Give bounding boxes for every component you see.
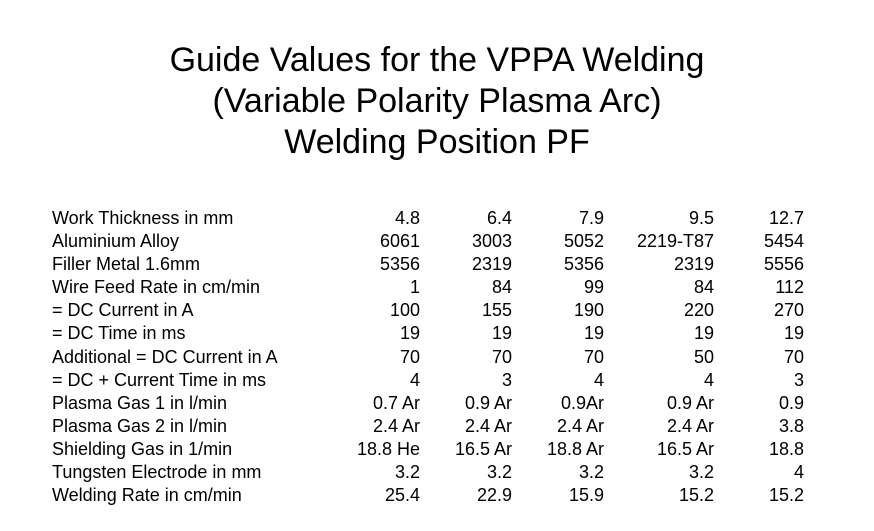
table-cell: 70 [783,346,804,367]
title-line-2: (Variable Polarity Plasma Arc) [212,82,662,120]
table-cell: 4.8 [394,208,420,228]
table-cell: 16.5 Ar [656,438,714,459]
table-row [52,322,812,345]
table-cell: 5052 [563,231,604,252]
title-line-1: Guide Values for the VPPA Welding [169,41,705,79]
table-cell: 0.9 [778,392,804,413]
table-cell: 22.9 [476,485,512,506]
table-cell: 18.8 Ar [546,438,604,459]
table-cell: 70 [583,346,604,367]
page-title [0,40,874,163]
table-cell: 112 [775,277,804,298]
table-cell: 100 [389,300,420,321]
table-cell: 2219-T87 [636,231,714,252]
table-cell: 3.2 [578,462,604,483]
table-row [52,276,812,299]
table-row [52,253,812,276]
table-cell: 5356 [563,254,604,275]
row-label: = DC Time in ms [52,323,186,344]
table-cell: 3.8 [778,415,804,436]
table-row [52,392,812,415]
table-row [52,461,812,484]
table-cell: 70 [491,346,512,367]
table-cell: 0.9Ar [560,392,604,413]
row-label: = DC Current in A [52,300,194,321]
row-label: Shielding Gas in 1/min [52,438,233,459]
table-row [52,346,812,369]
table-row [52,207,812,230]
row-label: Plasma Gas 2 in l/min [52,415,228,436]
table-row [52,299,812,322]
row-label: Tungsten Electrode in mm [52,462,262,483]
table-cell: 84 [491,277,512,298]
table-row [52,415,812,438]
table-cell: 16.5 Ar [454,438,512,459]
table-cell: 190 [573,300,604,321]
table-cell: 4 [703,369,714,390]
table-cell: 19 [491,323,512,344]
table-row [52,438,812,461]
table-cell: 2.4 Ar [464,415,512,436]
table-cell: 15.2 [768,485,804,506]
table-cell: 15.9 [568,485,604,506]
table-cell: 9.5 [688,208,714,228]
table-cell: 2.4 Ar [372,415,420,436]
table-cell: 19 [693,323,714,344]
table-cell: 19 [583,323,604,344]
table-cell: 19 [783,323,804,344]
table-cell: 3 [501,369,512,390]
row-label: Aluminium Alloy [52,231,180,252]
table-cell: 2.4 Ar [666,415,714,436]
table-cell: 2319 [471,254,512,275]
row-label: Plasma Gas 1 in l/min [52,392,228,413]
guide-values-table [52,207,812,507]
table-cell: 18.8 He [356,438,420,459]
table-cell: 5356 [379,254,420,275]
table-row [52,484,812,507]
row-label: Filler Metal 1.6mm [52,254,201,275]
table-cell: 3.2 [486,462,512,483]
table-cell: 3.2 [688,462,714,483]
table-cell: 7.9 [578,208,604,228]
table-cell: 99 [583,277,604,298]
title-line-3: Welding Position PF [284,123,590,161]
table-cell: 4 [593,369,604,390]
table-cell: 1 [409,277,420,298]
table-cell: 18.8 [768,438,804,459]
table-cell: 0.7 Ar [372,392,420,413]
table-cell: 2.4 Ar [556,415,604,436]
table-cell: 15.2 [678,485,714,506]
table-cell: 50 [693,346,714,367]
table-cell: 3 [793,369,804,390]
table-cell: 4 [793,462,804,483]
table-cell: 70 [399,346,420,367]
table-cell: 220 [683,300,714,321]
table-cell: 3003 [471,231,512,252]
table-cell: 6.4 [486,208,512,228]
table-cell: 3.2 [394,462,420,483]
table-cell: 5454 [763,231,804,252]
row-label: Wire Feed Rate in cm/min [52,277,261,298]
table-cell: 0.9 Ar [464,392,512,413]
table-cell: 12.7 [768,208,804,228]
row-label: Work Thickness in mm [52,208,234,228]
row-label: Welding Rate in cm/min [52,485,242,506]
row-label: = DC + Current Time in ms [52,369,267,390]
table-cell: 4 [409,369,420,390]
table-cell: 0.9 Ar [666,392,714,413]
table-cell: 25.4 [384,485,420,506]
table-cell: 270 [773,300,804,321]
table-cell: 84 [693,277,714,298]
table-cell: 19 [399,323,420,344]
table-row [52,369,812,392]
row-label: Additional = DC Current in A [52,346,278,367]
table-cell: 2319 [673,254,714,275]
table-cell: 5556 [763,254,804,275]
table-row [52,230,812,253]
table-cell: 155 [481,300,512,321]
table-cell: 6061 [379,231,420,252]
